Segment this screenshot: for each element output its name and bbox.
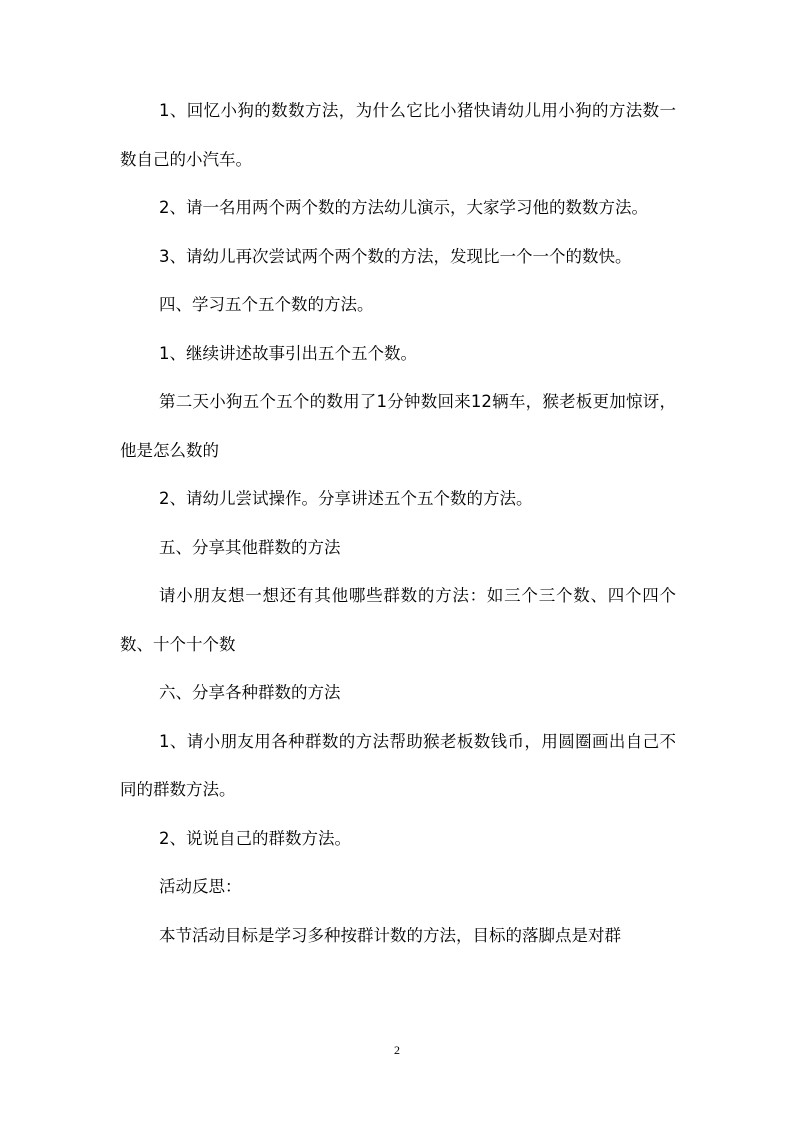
section-heading-six: 六、分享各种群数的方法 — [159, 683, 341, 702]
paragraph-recall-dog-counting: 1、回忆小狗的数数方法，为什么它比小猪快请幼儿用小狗的方法数一数自己的小汽车。 — [120, 101, 676, 169]
paragraph-reflection-goal: 本节活动目标是学习多种按群计数的方法，目标的落脚点是对群 — [159, 925, 621, 945]
paragraph-story-five-by-five: 1、继续讲述故事引出五个五个数。 — [159, 343, 417, 363]
paragraph-demo-two-by-two: 2、请一名用两个两个数的方法幼儿演示，大家学习他的数数方法。 — [159, 198, 648, 217]
paragraph-other-methods: 请小朋友想一想还有其他哪些群数的方法：如三个三个数、四个四个数、十个十个数 — [120, 586, 676, 654]
section-heading-five: 五、分享其他群数的方法 — [159, 537, 341, 557]
section-heading-four: 四、学习五个五个数的方法。 — [159, 295, 374, 314]
paragraph-try-two-by-two: 3、请幼儿再次尝试两个两个数的方法，发现比一个一个的数快。 — [159, 246, 632, 266]
paragraph-share-methods: 2、说说自己的群数方法。 — [159, 828, 351, 848]
page-number: 2 — [394, 1043, 400, 1057]
paragraph-count-coins: 1、请小朋友用各种群数的方法帮助猴老板数钱币，用圆圈画出自己不同的群数方法。 — [120, 731, 676, 799]
paragraph-second-day: 第二天小狗五个五个的数用了1分钟数回来12辆车，猴老板更加惊讶，他是怎么数的 — [120, 392, 676, 460]
paragraph-try-operation: 2、请幼儿尝试操作。分享讲述五个五个数的方法。 — [159, 489, 533, 508]
heading-activity-reflection: 活动反思： — [159, 877, 242, 896]
document-body — [120, 87, 676, 960]
